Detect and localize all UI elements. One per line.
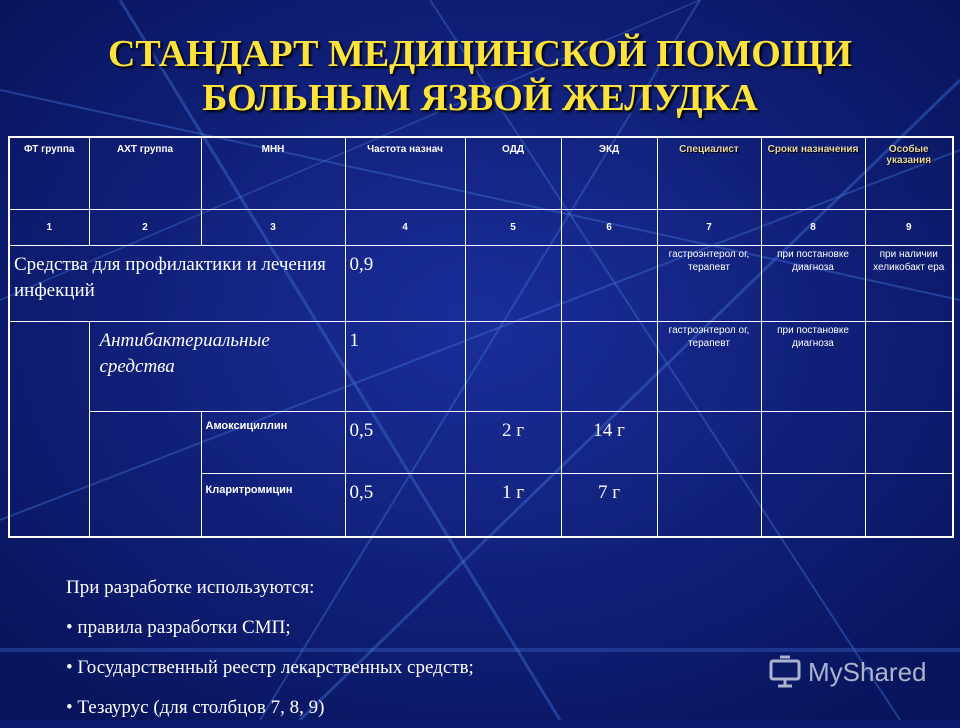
header-cell: ЭКД xyxy=(561,137,657,209)
header-cell: ФТ группа xyxy=(9,137,89,209)
odd-cell: 2 г xyxy=(465,411,561,473)
empty-cell xyxy=(465,245,561,321)
header-cell: АХТ группа xyxy=(89,137,201,209)
mnn-cell: Кларитромицин xyxy=(201,473,345,537)
subgroup-name-cell: Антибактериальные средства xyxy=(89,321,345,411)
frequency-cell: 0,9 xyxy=(345,245,465,321)
column-number: 8 xyxy=(761,209,865,245)
group-name-cell: Средства для профилактики и лечения инфекций xyxy=(9,245,345,321)
notes-intro: При разработке используются: xyxy=(66,577,315,598)
empty-cell xyxy=(865,473,953,537)
ekd-cell: 14 г xyxy=(561,411,657,473)
header-cell: Специалист xyxy=(657,137,761,209)
empty-cell xyxy=(465,321,561,411)
empty-cell xyxy=(657,473,761,537)
specialist-cell: гастроэнтерол ог, терапевт xyxy=(657,321,761,411)
standard-table xyxy=(8,136,954,538)
table-row xyxy=(9,245,953,321)
terms-cell: при постановке диагноза xyxy=(761,245,865,321)
watermark-text: MyShared xyxy=(808,656,927,687)
notes-block xyxy=(66,568,474,728)
empty-cell xyxy=(761,411,865,473)
frequency-cell: 0,5 xyxy=(345,411,465,473)
column-number: 1 xyxy=(9,209,89,245)
frequency-cell: 0,5 xyxy=(345,473,465,537)
column-number: 2 xyxy=(89,209,201,245)
column-number: 3 xyxy=(201,209,345,245)
ekd-cell: 7 г xyxy=(561,473,657,537)
title-line-1: СТАНДАРТ МЕДИЦИНСКОЙ ПОМОЩИ xyxy=(107,33,853,75)
slide-title xyxy=(0,32,960,120)
empty-cell xyxy=(561,321,657,411)
title-line-2: БОЛЬНЫМ ЯЗВОЙ ЖЕЛУДКА xyxy=(202,77,758,119)
column-number: 7 xyxy=(657,209,761,245)
notes-cell: при наличии хеликобакт ера xyxy=(865,245,953,321)
terms-cell: при постановке диагноза xyxy=(761,321,865,411)
empty-cell xyxy=(89,411,201,537)
header-cell: Особые указания xyxy=(865,137,953,209)
header-cell: МНН xyxy=(201,137,345,209)
table-row xyxy=(9,321,953,411)
empty-cell xyxy=(865,321,953,411)
header-cell: Сроки назначения xyxy=(761,137,865,209)
odd-cell: 1 г xyxy=(465,473,561,537)
column-number: 5 xyxy=(465,209,561,245)
notes-item: • Тезаурус (для столбцов 7, 8, 9) xyxy=(66,697,325,718)
column-number-row xyxy=(9,209,953,245)
mnn-cell: Амоксициллин xyxy=(201,411,345,473)
column-number: 9 xyxy=(865,209,953,245)
header-row xyxy=(9,137,953,209)
notes-item: • правила разработки СМП; xyxy=(66,617,291,638)
empty-cell xyxy=(865,411,953,473)
frequency-cell: 1 xyxy=(345,321,465,411)
column-number: 6 xyxy=(561,209,657,245)
notes-item: • Государственный реестр лекарственных средств; xyxy=(66,657,474,678)
empty-cell xyxy=(761,473,865,537)
header-cell: Частота назнач xyxy=(345,137,465,209)
empty-cell xyxy=(561,245,657,321)
presentation-icon xyxy=(768,655,802,689)
empty-cell xyxy=(9,321,89,537)
watermark xyxy=(768,655,927,689)
column-number: 4 xyxy=(345,209,465,245)
empty-cell xyxy=(657,411,761,473)
table-row xyxy=(9,411,953,473)
specialist-cell: гастроэнтерол ог, терапевт xyxy=(657,245,761,321)
header-cell: ОДД xyxy=(465,137,561,209)
